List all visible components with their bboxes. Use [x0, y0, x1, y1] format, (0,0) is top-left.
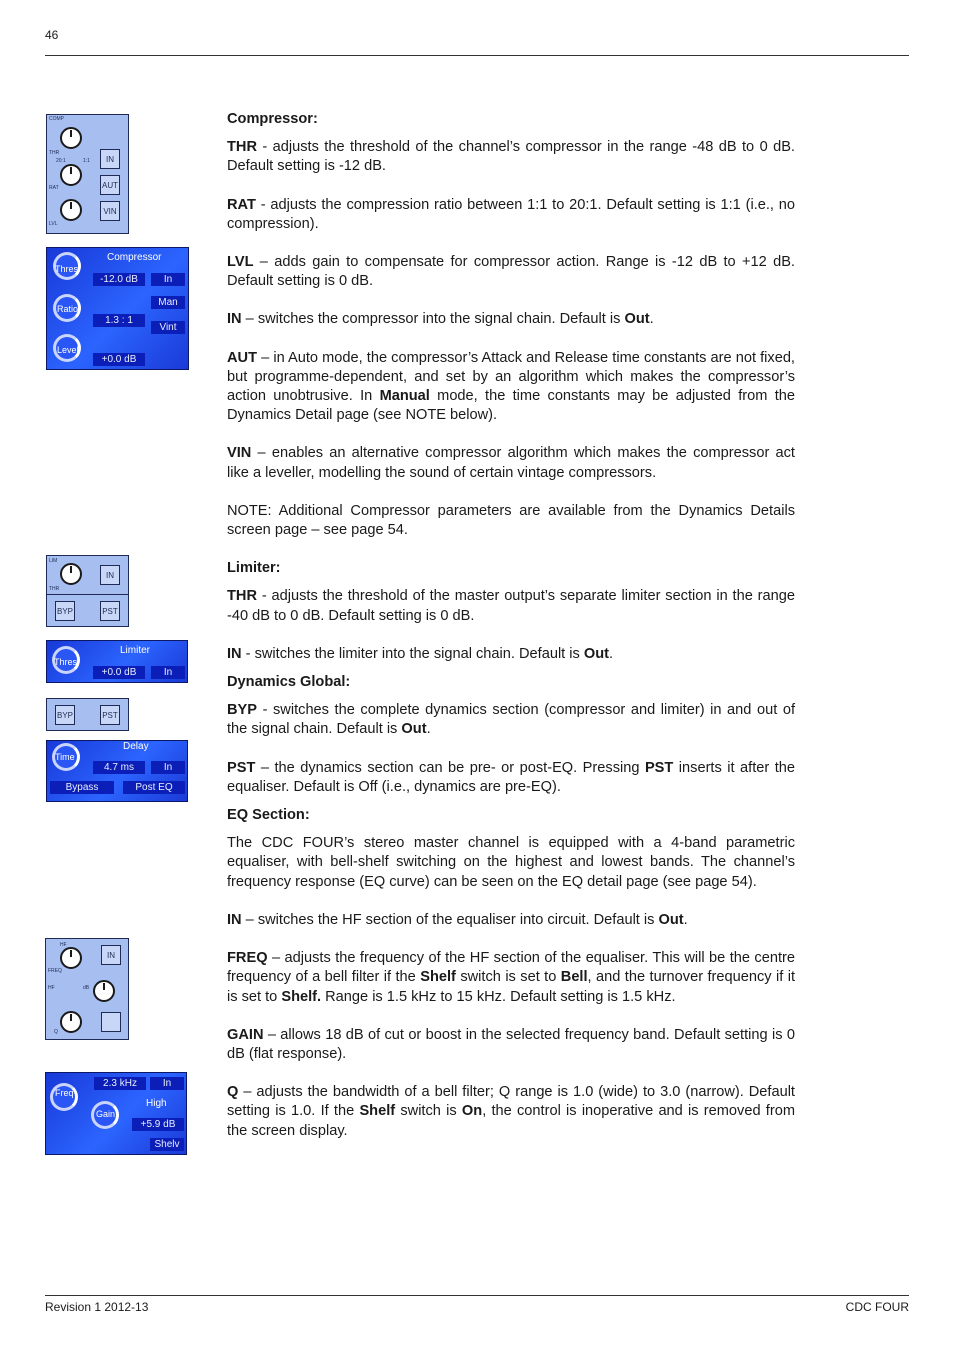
dyn-pst-button[interactable]	[100, 705, 120, 725]
para-comp-vin	[227, 444, 795, 482]
para-text: - switches the limiter into the signal chain. Default is	[241, 645, 584, 662]
eq-in-toggle[interactable]: In	[150, 1077, 184, 1090]
term-on: On	[461, 1103, 483, 1120]
para-text: – allows 18 dB of cut or boost in the selected frequency band. Default setting is 0 dB (flat response).	[227, 1026, 795, 1062]
dyn-byp-button[interactable]	[55, 705, 75, 725]
term-shelf: Shelf.	[281, 988, 322, 1005]
para-text: - adjusts the threshold of the master output’s separate limiter section in the range -40 dB to 0 dB. Default setting is 0 dB.	[227, 588, 795, 624]
para-text: inserts it after the equaliser. Default is Off (i.e., dynamics are pre-EQ).	[227, 759, 795, 795]
bypass-button[interactable]: Bypass	[50, 781, 114, 794]
para-eq-freq	[227, 949, 795, 1007]
para-text: – switches the HF section of the equaliser into circuit. Default is	[241, 911, 659, 928]
eq-screen-panel	[45, 1072, 187, 1155]
panel-label-lvl: LVL	[49, 221, 58, 227]
heading-dynamics-global: Dynamics Global:	[227, 674, 351, 691]
eq-label-freq: FREQ	[48, 968, 62, 974]
para-text: switch is set to	[455, 969, 561, 986]
thr-knob-icon[interactable]	[60, 127, 82, 149]
eq-label-hf: HF	[60, 942, 67, 948]
para-note: NOTE: Additional Compressor parameters are available from the Dynamics Details screen page – see page 54.	[227, 502, 795, 539]
eq-gain-dial-label: Gain	[96, 1109, 116, 1119]
eq-gain-knob-icon[interactable]	[93, 980, 115, 1002]
limiter-value[interactable]: +0.0 dB	[93, 666, 145, 679]
eq-in-label: IN	[107, 950, 115, 960]
para-text: .	[426, 721, 431, 738]
comp-aut-label: AUT	[102, 180, 118, 190]
para-text: – adds gain to compensate for compressor action. Range is -12 dB to +12 dB. Default setting is 0 dB.	[227, 254, 795, 290]
page-number: 46	[45, 28, 59, 42]
para-eq-gain	[227, 1026, 795, 1064]
para-text: , the control is inoperative and is removed from the screen display.	[227, 1103, 795, 1139]
para-text: – switches the compressor into the signal chain. Default is	[241, 311, 625, 328]
limiter-screen-panel	[46, 640, 188, 683]
para-text: - adjusts the threshold of the channel’s compressor in the range -48 dB to 0 dB. Default setting is -12 dB.	[227, 139, 795, 175]
panel-divider	[47, 594, 128, 595]
body-text	[227, 110, 795, 1160]
para-text: switch is	[395, 1103, 462, 1120]
para-text: Range is 1.5 kHz to 15 kHz. Default setting is 1.5 kHz.	[321, 988, 676, 1005]
para-text: .	[683, 911, 688, 928]
para-comp-thr	[227, 138, 795, 176]
term-pst: PST	[227, 759, 256, 776]
para-comp-in	[227, 310, 795, 329]
para-text: – in Auto mode, the compressor’s Attack and Release time constants are not fixed, but programme-dependent, and set by an algorithm which makes the compressor’s action unobtrusive. In	[227, 349, 795, 405]
term-freq: FREQ	[227, 950, 268, 967]
para-dyn-byp	[227, 701, 795, 739]
term-pst: PST	[644, 759, 674, 776]
term-thr: THR	[227, 139, 257, 156]
thres-value[interactable]: -12.0 dB	[93, 273, 145, 286]
para-text: .	[609, 645, 614, 662]
comp-vin-button[interactable]	[100, 201, 120, 221]
term-out: Out	[583, 645, 610, 662]
para-lim-in	[227, 645, 795, 664]
ratio-value[interactable]: 1.3 : 1	[93, 314, 145, 327]
term-q: Q	[227, 1084, 239, 1101]
eq-label-q: Q	[54, 1029, 58, 1035]
heading-eq-section: EQ Section:	[227, 807, 310, 824]
post-eq-button[interactable]: Post EQ	[123, 781, 185, 794]
term-vin: VIN	[227, 445, 252, 462]
level-value[interactable]: +0.0 dB	[93, 353, 145, 366]
rat-knob-icon[interactable]	[60, 164, 82, 186]
term-rat: RAT	[227, 196, 256, 213]
eq-label-hf-2: HF	[48, 985, 55, 991]
para-eq-intro: The CDC FOUR’s stereo master channel is equipped with a 4-band parametric equaliser, with bell-shelf switching on the highest and lowest bands. The channel’s frequency response (EQ curve) can be seen on the EQ detail page (see page 54).	[227, 835, 795, 890]
panel-label-1-1: 1:1	[83, 158, 90, 164]
footer-rule	[45, 1295, 909, 1296]
limiter-pst-button[interactable]	[100, 601, 120, 621]
limiter-thres-label: Thres	[54, 657, 78, 667]
para-text: - switches the complete dynamics section (compressor and limiter) in and out of the signal chain. Default is	[227, 702, 795, 738]
eq-freq-knob-icon[interactable]	[60, 947, 82, 969]
dyn-pst-label: PST	[102, 710, 118, 720]
para-dyn-pst	[227, 759, 795, 797]
limiter-thr-knob-icon[interactable]	[60, 563, 82, 585]
panel-label-rat: RAT	[49, 185, 59, 191]
panel-label-thr: THR	[49, 150, 60, 156]
eq-gain-value[interactable]: +5.9 dB	[132, 1118, 184, 1131]
comp-aut-button[interactable]	[100, 175, 120, 195]
time-dial-label: Time	[55, 752, 75, 762]
man-toggle[interactable]: Man	[151, 296, 185, 309]
term-out: Out	[401, 721, 427, 738]
para-eq-in	[227, 911, 795, 930]
limiter-in-toggle[interactable]: In	[151, 666, 185, 679]
comp-in-label: IN	[106, 154, 114, 164]
term-aut: AUT	[227, 349, 257, 366]
footer-revision: Revision 1 2012-13	[45, 1300, 149, 1314]
para-eq-q	[227, 1083, 795, 1141]
para-text: – adjusts the bandwidth of a bell filter; Q range is 1.0 (wide) to 3.0 (narrow). Default setting is 1.0. If the	[227, 1084, 795, 1120]
limiter-byp-button[interactable]	[55, 601, 75, 621]
term-manual: Manual	[379, 388, 430, 405]
delay-screen-panel	[46, 740, 188, 802]
panel-label-comp: COMP	[49, 116, 64, 122]
para-text: .	[649, 311, 654, 328]
limiter-pst-label: PST	[102, 606, 118, 616]
term-out: Out	[658, 911, 684, 928]
term-thr: THR	[227, 588, 257, 605]
delay-in-toggle[interactable]: In	[151, 761, 185, 774]
heading-limiter: Limiter:	[227, 560, 281, 577]
para-text: – the dynamics section can be pre- or post-EQ. Pressing	[255, 759, 645, 776]
eq-shelf-button[interactable]	[101, 1012, 121, 1032]
comp-in-button[interactable]	[100, 149, 120, 169]
para-comp-lvl	[227, 253, 795, 291]
comp-in-toggle[interactable]: In	[151, 273, 185, 286]
compressor-title: Compressor	[107, 252, 162, 263]
lvl-knob-icon[interactable]	[60, 199, 82, 221]
delay-title: Delay	[123, 741, 149, 752]
ratio-dial-label: Ratio	[57, 304, 79, 314]
term-in: IN	[227, 645, 242, 662]
para-text: – adjusts the frequency of the HF section of the equaliser. This will be the centre frequency of a bell filter if the	[227, 950, 795, 986]
eq-shelv-toggle[interactable]: Shelv	[150, 1138, 184, 1151]
term-shelf: Shelf	[359, 1103, 396, 1120]
eq-q-knob-icon[interactable]	[60, 1011, 82, 1033]
term-shelf: Shelf	[420, 969, 456, 986]
header-rule	[45, 55, 909, 56]
eq-band-label: High	[146, 1098, 167, 1109]
dynamics-hardware-panel	[46, 698, 129, 731]
level-dial-label: Level	[57, 345, 79, 355]
eq-label-db: dB	[83, 985, 90, 991]
para-lim-thr	[227, 587, 795, 625]
para-text: , and the turnover frequency if it is set to	[227, 969, 796, 1005]
para-text: mode, the time constants may be adjusted from the Dynamics Detail page (see NOTE below).	[227, 388, 796, 424]
limiter-in-button[interactable]	[100, 565, 120, 585]
para-comp-aut	[227, 349, 795, 426]
thres-dial-label: Thres	[55, 264, 79, 274]
eq-hardware-panel	[45, 938, 129, 1040]
panel-label-20-1: 20:1	[56, 158, 66, 164]
term-out: Out	[624, 311, 650, 328]
term-bell: Bell	[560, 969, 588, 986]
term-lvl: LVL	[227, 254, 254, 271]
term-in: IN	[227, 911, 242, 928]
comp-vin-label: VIN	[103, 206, 117, 216]
limiter-title: Limiter	[120, 645, 151, 656]
panel-label-lim-thr: THR	[49, 586, 60, 592]
para-text: – enables an alternative compressor algorithm which makes the compressor act like a leveller, modelling the sound of certain vintage compressors.	[227, 445, 795, 481]
para-comp-rat	[227, 196, 795, 234]
eq-freq-value[interactable]: 2.3 kHz	[94, 1077, 146, 1090]
eq-freq-dial-label: Freq	[55, 1088, 74, 1098]
limiter-in-label: IN	[106, 570, 114, 580]
compressor-hardware-panel	[46, 114, 129, 234]
compressor-screen-panel	[46, 247, 189, 370]
dyn-byp-label: BYP	[56, 710, 73, 720]
term-in: IN	[227, 311, 242, 328]
footer-product: CDC FOUR	[845, 1300, 909, 1314]
heading-compressor: Compressor:	[227, 111, 318, 127]
term-byp: BYP	[227, 702, 258, 719]
vint-toggle[interactable]: Vint	[151, 321, 185, 334]
limiter-hardware-panel	[46, 555, 129, 627]
term-gain: GAIN	[227, 1026, 264, 1043]
para-text: - adjusts the compression ratio between 1:1 to 20:1. Default setting is 1:1 (i.e., no compression).	[227, 196, 795, 232]
delay-time-value[interactable]: 4.7 ms	[93, 761, 145, 774]
eq-in-button[interactable]	[101, 945, 121, 965]
limiter-byp-label: BYP	[56, 606, 73, 616]
panel-label-lim: LIM	[49, 558, 58, 564]
